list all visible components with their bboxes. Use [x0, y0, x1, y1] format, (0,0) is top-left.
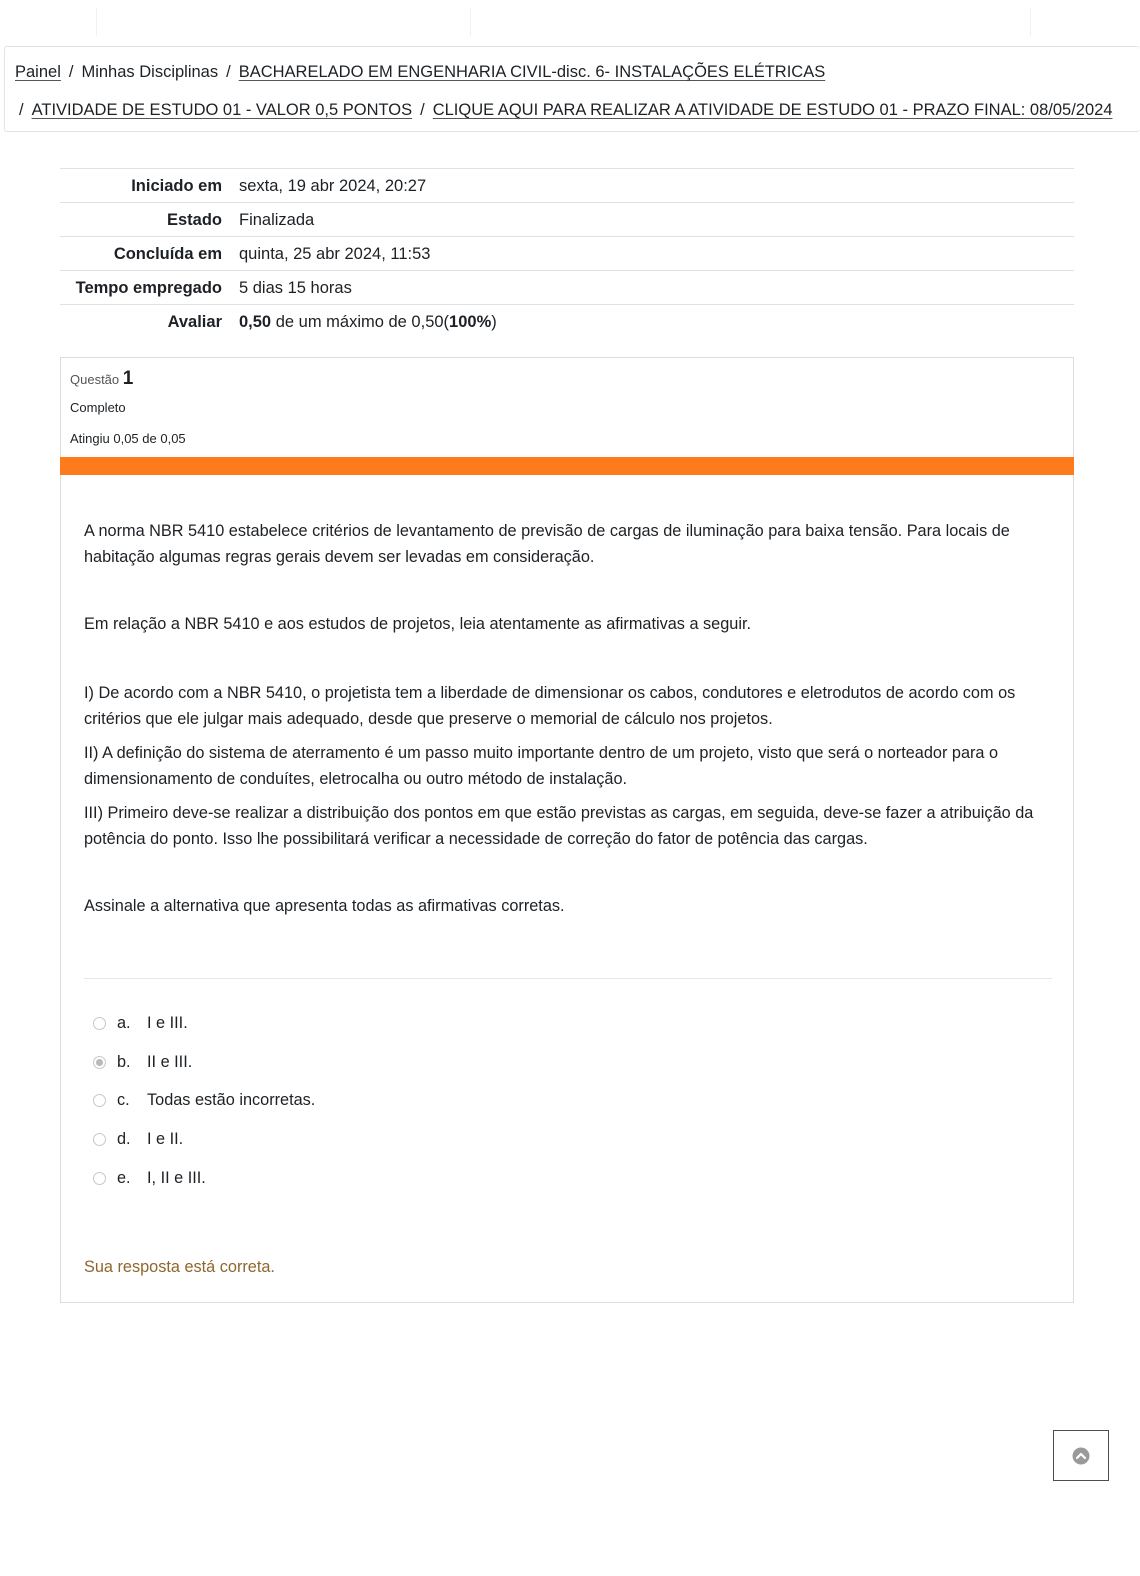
radio-button[interactable]: [93, 1172, 106, 1185]
grade-percent: 100%: [449, 313, 492, 331]
breadcrumb-separator: /: [19, 101, 24, 119]
breadcrumb-link-course[interactable]: BACHARELADO EM ENGENHARIA CIVIL-disc. 6- INSTALAÇÕES ELÉTRICAS: [238, 63, 826, 81]
breadcrumb-link-activity[interactable]: ATIVIDADE DE ESTUDO 01 - VALOR 0,5 PONTOS: [31, 101, 413, 119]
grade-text: de um máximo de 0,50(: [271, 313, 450, 331]
top-divider: [96, 8, 97, 36]
option-text: I, II e III.: [147, 1169, 206, 1187]
question-number: [70, 368, 133, 390]
answer-option-d[interactable]: [93, 1130, 183, 1149]
question-grade: Atingiu 0,05 de 0,05: [70, 431, 186, 446]
breadcrumb-row: [15, 63, 825, 82]
breadcrumb-item-disciplinas: Minhas Disciplinas: [81, 63, 219, 81]
radio-button[interactable]: [93, 1133, 106, 1146]
answer-option-b[interactable]: [93, 1053, 192, 1072]
grade-text-end: ): [491, 313, 497, 331]
summary-label: Concluída em: [60, 237, 231, 271]
summary-value: 5 dias 15 horas: [231, 271, 1074, 305]
chevron-up-icon: [1072, 1447, 1090, 1465]
answer-divider: [84, 978, 1052, 979]
summary-row-grade: [60, 305, 1074, 339]
option-text: II e III.: [147, 1053, 193, 1071]
back-to-top-button[interactable]: [1053, 1430, 1109, 1481]
summary-label: Estado: [60, 203, 231, 237]
top-divider: [1030, 8, 1031, 36]
option-letter: e.: [117, 1169, 131, 1187]
summary-row-completed: [60, 237, 1074, 271]
grade-score: 0,50: [239, 313, 272, 331]
question-number-value: 1: [122, 368, 134, 389]
summary-value: quinta, 25 abr 2024, 11:53: [231, 237, 1074, 271]
breadcrumb-separator: /: [420, 101, 425, 119]
breadcrumb-link-painel[interactable]: Painel: [15, 63, 61, 81]
question-prefix: Questão: [70, 372, 120, 387]
breadcrumb-link-quiz[interactable]: CLIQUE AQUI PARA REALIZAR A ATIVIDADE DE ESTUDO 01 - PRAZO FINAL: 08/05/2024: [432, 101, 1113, 119]
summary-row-time: [60, 271, 1074, 305]
summary-value: sexta, 19 abr 2024, 20:27: [231, 169, 1074, 203]
question-paragraph: I) De acordo com a NBR 5410, o projetista tem a liberdade de dimensionar os cabos, condutores e eletrodutos de acordo com os critérios que ele julgar mais adequado, desde que preserve o memorial de cálculo nos projetos.: [84, 684, 1016, 728]
option-text: Todas estão incorretas.: [147, 1091, 316, 1109]
option-text: I e III.: [147, 1014, 188, 1032]
breadcrumb: [4, 46, 1140, 132]
question-paragraph: Em relação a NBR 5410 e aos estudos de projetos, leia atentamente as afirmativas a seguir.: [84, 615, 751, 633]
attempt-summary-table: [60, 168, 1074, 338]
answer-feedback: Sua resposta está correta.: [84, 1258, 275, 1276]
option-letter: a.: [117, 1014, 131, 1032]
radio-button-selected[interactable]: [93, 1056, 106, 1069]
option-letter: b.: [117, 1053, 131, 1071]
summary-label: Iniciado em: [60, 169, 231, 203]
answer-option-a[interactable]: [93, 1014, 188, 1033]
answer-option-c[interactable]: [93, 1091, 315, 1110]
breadcrumb-separator: /: [226, 63, 231, 81]
summary-value: Finalizada: [231, 203, 1074, 237]
summary-label: Tempo empregado: [60, 271, 231, 305]
top-bar: [0, 0, 1140, 44]
question-card: [60, 357, 1074, 1303]
summary-value: [231, 305, 1074, 339]
option-letter: d.: [117, 1130, 131, 1148]
summary-row-started: [60, 169, 1074, 203]
radio-button[interactable]: [93, 1094, 106, 1107]
question-paragraph: Assinale a alternativa que apresenta todas as afirmativas corretas.: [84, 897, 565, 915]
top-divider: [470, 8, 471, 36]
question-state: Completo: [70, 400, 126, 415]
radio-button[interactable]: [93, 1017, 106, 1030]
question-accent-bar: [60, 457, 1074, 475]
answer-option-e[interactable]: [93, 1169, 206, 1188]
breadcrumb-separator: /: [68, 63, 74, 81]
question-paragraph: II) A definição do sistema de aterramento é um passo muito importante dentro de um projeto, visto que será o norteador para o dimensionamento de conduítes, eletrocalha ou outro método de instalação.: [84, 744, 999, 788]
question-paragraph: A norma NBR 5410 estabelece critérios de levantamento de previsão de cargas de iluminação para baixa tensão. Para locais de habitação algumas regras gerais devem ser levadas em consideração.: [84, 522, 1010, 566]
option-letter: c.: [117, 1091, 130, 1109]
breadcrumb-row: [19, 101, 1113, 120]
question-paragraph: III) Primeiro deve-se realizar a distribuição dos pontos em que estão previstas as cargas, em seguida, deve-se fazer a atribuição da potência do ponto. Isso lhe possibilitará verificar a necessidade de correção do fator de potência das cargas.: [84, 804, 1034, 848]
option-text: I e II.: [147, 1130, 184, 1148]
summary-row-state: [60, 203, 1074, 237]
summary-label: Avaliar: [60, 305, 231, 339]
